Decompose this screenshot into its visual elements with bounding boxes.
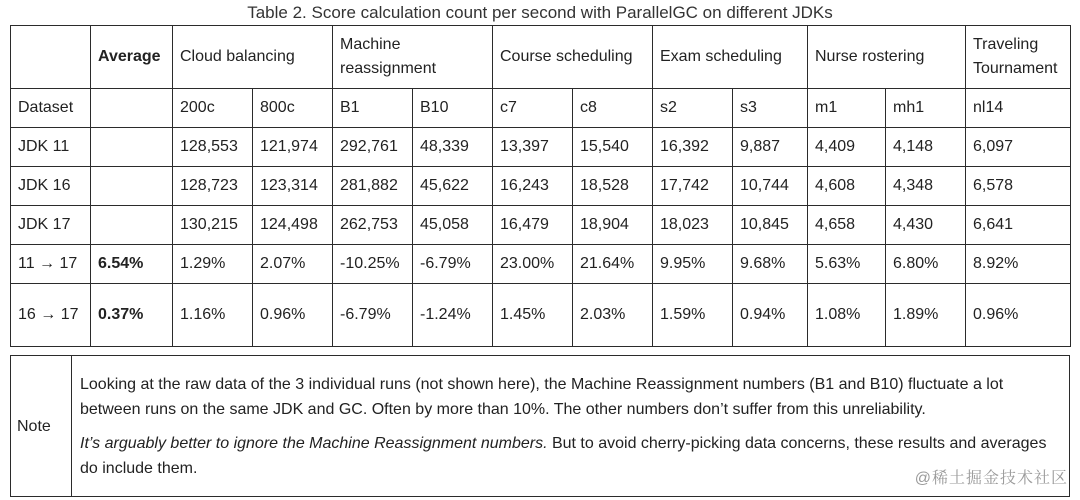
value-cell: 16,479 <box>493 206 573 245</box>
value-cell: -1.24% <box>413 284 493 347</box>
value-cell: 21.64% <box>573 245 653 284</box>
value-cell: 124,498 <box>253 206 333 245</box>
value-cell: 6,578 <box>966 167 1071 206</box>
value-cell: 45,058 <box>413 206 493 245</box>
dataset-cell: mh1 <box>886 89 966 128</box>
dataset-cell: 800c <box>253 89 333 128</box>
dataset-cell: nl14 <box>966 89 1071 128</box>
value-cell: 281,882 <box>333 167 413 206</box>
table-row <box>11 206 1071 245</box>
value-cell: 10,845 <box>733 206 808 245</box>
value-cell: 10,744 <box>733 167 808 206</box>
value-cell: 13,397 <box>493 128 573 167</box>
dataset-cell: s3 <box>733 89 808 128</box>
dataset-cell: s2 <box>653 89 733 128</box>
row-label: JDK 17 <box>11 206 91 245</box>
header-traveling-tournament: Traveling Tournament <box>966 26 1071 89</box>
row-label: JDK 11 <box>11 128 91 167</box>
value-cell: 4,658 <box>808 206 886 245</box>
value-cell: 16,243 <box>493 167 573 206</box>
header-nurse-rostering: Nurse rostering <box>808 26 966 89</box>
value-cell: 128,553 <box>173 128 253 167</box>
value-cell: 9.68% <box>733 245 808 284</box>
dataset-cell: B10 <box>413 89 493 128</box>
value-cell: 15,540 <box>573 128 653 167</box>
value-cell: 128,723 <box>173 167 253 206</box>
table-row <box>11 128 1071 167</box>
dataset-row <box>11 89 1071 128</box>
value-cell: -10.25% <box>333 245 413 284</box>
value-cell: 6,097 <box>966 128 1071 167</box>
value-cell: 6.80% <box>886 245 966 284</box>
value-cell: 0.96% <box>253 284 333 347</box>
value-cell: 1.59% <box>653 284 733 347</box>
value-cell: -6.79% <box>333 284 413 347</box>
value-cell: 16,392 <box>653 128 733 167</box>
value-cell: 18,904 <box>573 206 653 245</box>
note-emphasis: It’s arguably better to ignore the Machine Reassignment numbers. <box>80 434 548 452</box>
table-row <box>11 284 1071 347</box>
value-cell: 8.92% <box>966 245 1071 284</box>
note-paragraph: Looking at the raw data of the 3 individual runs (not shown here), the Machine Reassignment numbers (B1 and B10) fluctuate a lot between runs on the same JDK and GC. Often by more than 10%. The other numbers don’t suffer from this unreliability. <box>80 375 1004 418</box>
dataset-cell: c8 <box>573 89 653 128</box>
row-average <box>91 167 173 206</box>
value-cell: 6,641 <box>966 206 1071 245</box>
value-cell: -6.79% <box>413 245 493 284</box>
row-average <box>91 128 173 167</box>
note-box <box>10 355 1070 497</box>
value-cell: 1.29% <box>173 245 253 284</box>
value-cell: 4,409 <box>808 128 886 167</box>
row-label: JDK 16 <box>11 167 91 206</box>
row-average: 6.54% <box>91 245 173 284</box>
value-cell: 130,215 <box>173 206 253 245</box>
dataset-cell: B1 <box>333 89 413 128</box>
header-exam-scheduling: Exam scheduling <box>653 26 808 89</box>
value-cell: 2.03% <box>573 284 653 347</box>
note-label: Note <box>11 356 72 497</box>
table-caption: Table 2. Score calculation count per second with ParallelGC on different JDKs <box>247 3 833 22</box>
header-machine-reassignment: Machine reassignment <box>333 26 493 89</box>
value-cell: 17,742 <box>653 167 733 206</box>
note-text: But to avoid cherry-picking data concerns, these results and averages do include them. <box>80 434 1047 477</box>
value-cell: 4,430 <box>886 206 966 245</box>
dataset-label: Dataset <box>11 89 91 128</box>
row-average <box>91 206 173 245</box>
value-cell: 2.07% <box>253 245 333 284</box>
value-cell: 1.89% <box>886 284 966 347</box>
dataset-average <box>91 89 173 128</box>
value-cell: 18,528 <box>573 167 653 206</box>
value-cell: 23.00% <box>493 245 573 284</box>
score-table <box>10 25 1071 347</box>
watermark: @稀土掘金技术社区 <box>914 470 1068 487</box>
dataset-cell: c7 <box>493 89 573 128</box>
row-label: 11 → 17 <box>11 245 91 284</box>
value-cell: 1.08% <box>808 284 886 347</box>
value-cell: 0.94% <box>733 284 808 347</box>
dataset-cell: m1 <box>808 89 886 128</box>
table-row <box>11 167 1071 206</box>
value-cell: 262,753 <box>333 206 413 245</box>
value-cell: 123,314 <box>253 167 333 206</box>
value-cell: 4,148 <box>886 128 966 167</box>
header-average: Average <box>91 26 173 89</box>
value-cell: 4,608 <box>808 167 886 206</box>
value-cell: 18,023 <box>653 206 733 245</box>
header-course-scheduling: Course scheduling <box>493 26 653 89</box>
value-cell: 4,348 <box>886 167 966 206</box>
header-cloud-balancing: Cloud balancing <box>173 26 333 89</box>
row-label: 16 → 17 <box>11 284 91 347</box>
row-average: 0.37% <box>91 284 173 347</box>
header-corner <box>11 26 91 89</box>
value-cell: 1.45% <box>493 284 573 347</box>
value-cell: 121,974 <box>253 128 333 167</box>
table-row <box>11 245 1071 284</box>
value-cell: 9,887 <box>733 128 808 167</box>
value-cell: 9.95% <box>653 245 733 284</box>
value-cell: 0.96% <box>966 284 1071 347</box>
header-row <box>11 26 1071 89</box>
dataset-cell: 200c <box>173 89 253 128</box>
value-cell: 45,622 <box>413 167 493 206</box>
value-cell: 292,761 <box>333 128 413 167</box>
value-cell: 5.63% <box>808 245 886 284</box>
value-cell: 1.16% <box>173 284 253 347</box>
value-cell: 48,339 <box>413 128 493 167</box>
